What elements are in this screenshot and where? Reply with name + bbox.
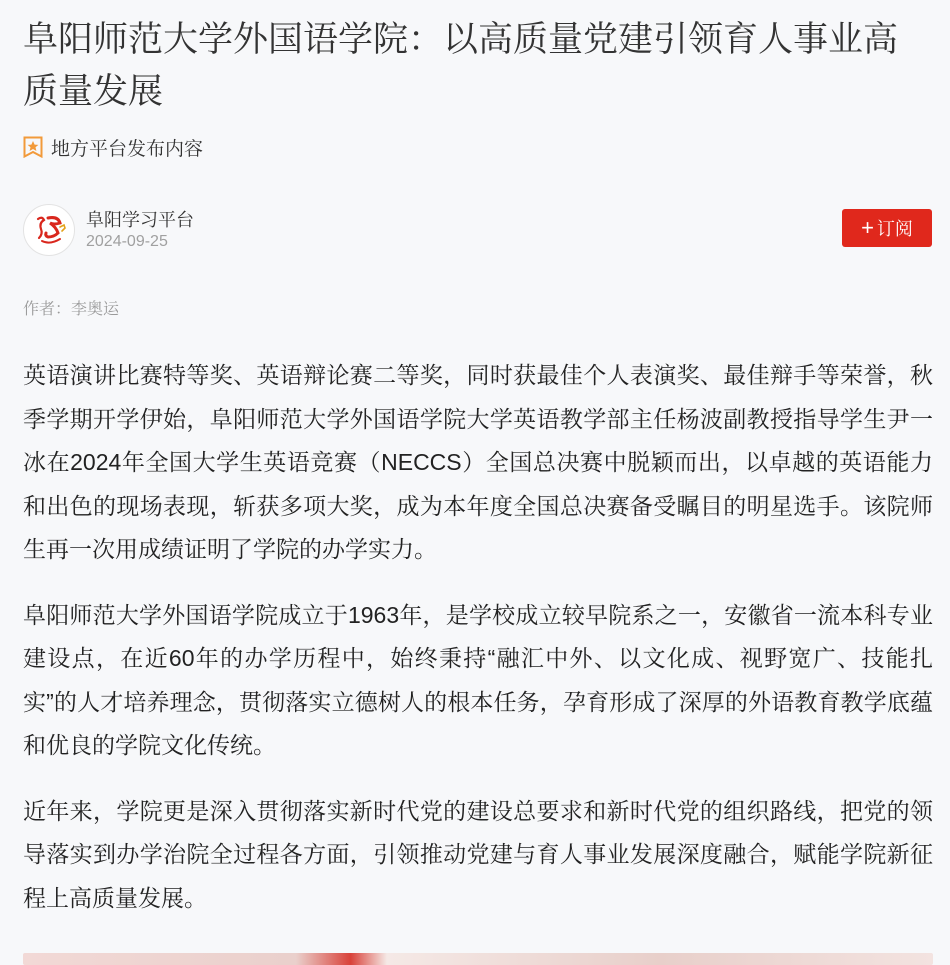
publisher-row bbox=[23, 204, 932, 256]
author-byline bbox=[23, 296, 119, 319]
article-paragraph: 阜阳师范大学外国语学院成立于1963年，是学校成立较早院系之一，安徽省一流本科专业建设点，在近60年的办学历程中，始终秉持“融汇中外、以文化成、视野宽广、技能扎实”的人才培养理念，贯彻落实立德树人的根本任务，孕育形成了深厚的外语教育教学底蕴和优良的学院文化传统。 bbox=[23, 601, 933, 758]
subscribe-label: 订阅 bbox=[876, 219, 913, 239]
platform-logo-icon bbox=[24, 205, 74, 255]
publish-date: 2024-09-25 bbox=[86, 233, 168, 250]
article-body bbox=[23, 354, 933, 942]
article-title: 阜阳师范大学外国语学院：以高质量党建引领育人事业高质量发展 bbox=[23, 20, 899, 111]
article-paragraph: 英语演讲比赛特等奖、英语辩论赛二等奖，同时获最佳个人表演奖、最佳辩手等荣誉，秋季学期开学伊始，阜阳师范大学外国语学院大学英语教学部主任杨波副教授指导学生尹一冰在2024年全国大学生英语竞赛（NECCS）全国总决赛中脱颖而出，以卓越的英语能力和出色的现场表现，斩获多项大奖，成为本年度全国总决赛备受瞩目的明星选手。该院师生再一次用成绩证明了学院的办学实力。 bbox=[23, 362, 933, 562]
author-name: 李奥运 bbox=[71, 301, 120, 318]
source-tag bbox=[23, 133, 203, 161]
subscribe-button[interactable] bbox=[842, 209, 932, 247]
article-paragraph: 近年来，学院更是深入贯彻落实新时代党的建设总要求和新时代党的组织路线，把党的领导落实到办学治院全过程各方面，引领推动党建与育人事业发展深度融合，赋能学院新征程上高质量发展。 bbox=[23, 797, 933, 911]
article-image bbox=[23, 953, 933, 965]
star-bookmark-icon bbox=[23, 136, 43, 158]
avatar[interactable] bbox=[23, 204, 75, 256]
author-label: 作者： bbox=[23, 301, 72, 318]
plus-icon: + bbox=[861, 215, 874, 240]
source-tag-label: 地方平台发布内容 bbox=[51, 138, 204, 160]
publisher-name[interactable]: 阜阳学习平台 bbox=[86, 210, 194, 230]
